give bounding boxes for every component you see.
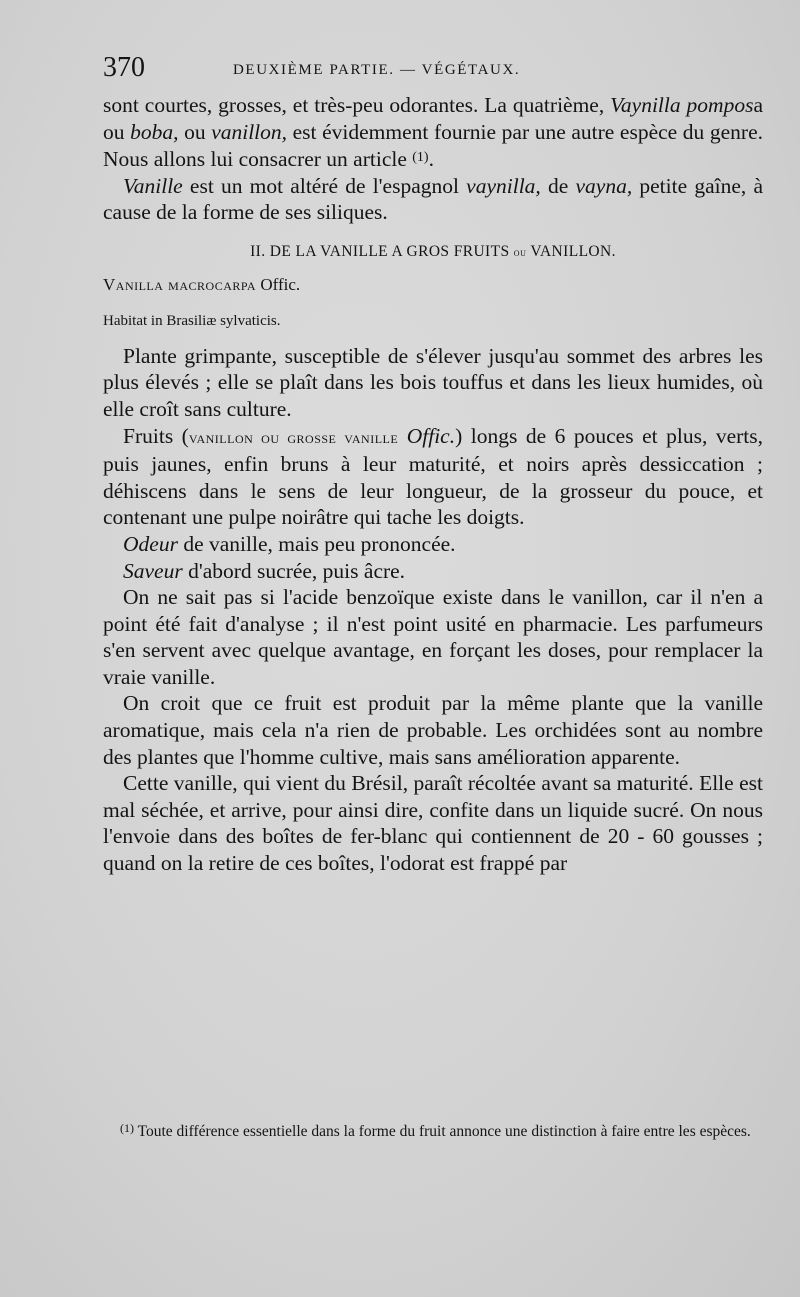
paragraph-9: Cette vanille, qui vient du Brésil, paraît récoltée avant sa maturité. Elle est mal séchée, et arrive, pour ainsi dire, confite dans un liquide sucré. On nous l'envoie dans des boîtes de fer-blanc qui contiennent de 20 - 60 gousses ; quand on la retire de ces boîtes, l'odorat est frappé par: [103, 771, 763, 876]
paragraph-7: On ne sait pas si l'acide benzoïque existe dans le vanillon, car il n'en a point été fait d'analyse ; il n'est point usité en pharmacie. Les parfumeurs s'en servent avec quelque avantage, en forçant les doses, pour remplacer la vraie vanille.: [103, 585, 763, 689]
italic-term: Offic.: [406, 423, 456, 448]
paragraph-4: [103, 423, 763, 531]
paragraph-5: [103, 531, 763, 558]
habitat-line: Habitat in Brasiliæ sylvaticis.: [103, 313, 281, 330]
species-name: [103, 272, 763, 299]
text-run: Offic.: [256, 274, 301, 294]
footnote-text: Toute différence essentielle dans la forme du fruit annonce une distinction à faire entre les espèces.: [134, 1123, 751, 1140]
italic-term: Odeur: [123, 531, 178, 556]
text-run: est évidemment fournie par une autre espèce du genre. Nous allons lui consacrer un article: [103, 119, 764, 172]
text-run: ou: [178, 119, 212, 144]
text-run: ou: [513, 244, 527, 259]
italic-term: Saveur: [123, 558, 183, 583]
main-text: [103, 92, 763, 877]
footnote: [120, 1116, 763, 1144]
text-run: petite gaîne, à cause de la forme de ses siliques.: [103, 173, 763, 225]
italic-term: vaynilla,: [466, 173, 541, 198]
paragraph-1: [103, 92, 763, 173]
page-header: [103, 52, 763, 92]
paragraph-2: [103, 173, 763, 226]
italic-term: vayna,: [575, 173, 633, 198]
italic-term: boba,: [130, 119, 179, 144]
footnote-reference: (1): [412, 150, 429, 166]
text-run: VANILLON.: [526, 242, 616, 260]
page-number: 370: [103, 52, 145, 83]
text-run: Fruits (: [123, 423, 189, 448]
text-run: sont courtes, grosses, et très-peu odorantes. La quatrième,: [103, 93, 611, 117]
text-run: vanillon ou grosse vanille: [188, 427, 399, 447]
text-run: .: [428, 147, 434, 172]
italic-term: Vaynilla pompos: [610, 93, 754, 117]
text-run: est un mot altéré de l'espagnol: [182, 173, 467, 198]
running-head: DEUXIÈME PARTIE. — VÉGÉTAUX.: [233, 62, 521, 78]
text-run: II. DE LA VANILLE A GROS FRUITS: [250, 242, 514, 260]
text-run: Vanilla macrocarpa: [103, 274, 257, 294]
text-run: a ou: [103, 93, 763, 144]
paragraph-3: Plante grimpante, susceptible de s'élever jusqu'au sommet des arbres les plus élevés ; elle se plaît dans les bois touffus et dans les lieux humides, où elle croît sans culture.: [103, 343, 763, 421]
section-title: [103, 239, 763, 266]
paragraph-8: On croit que ce fruit est produit par la même plante que la vanille aromatique, mais cela n'a rien de probable. Les orchidées sont au nombre des plantes que l'homme cultive, mais sans amélioration apparente.: [103, 691, 763, 769]
text-run: [398, 424, 407, 448]
italic-term: vanillon,: [211, 119, 288, 144]
paragraph-6: [103, 558, 763, 585]
text-run: ) longs de 6 pouces et plus, verts, puis jaunes, enfin bruns à leur maturité, et noirs après dessiccation ; déhiscens dans le sens de leur longueur, de la grosseur du pouce, et contenant une pulpe noirâtre qui tache les doigts.: [103, 423, 763, 530]
footnote-label: (1): [120, 1121, 134, 1135]
text-run: d'abord sucrée, puis âcre.: [182, 558, 406, 583]
italic-term: Vanille: [123, 173, 183, 198]
text-run: de: [540, 173, 576, 198]
text-run: de vanille, mais peu prononcée.: [177, 531, 456, 556]
